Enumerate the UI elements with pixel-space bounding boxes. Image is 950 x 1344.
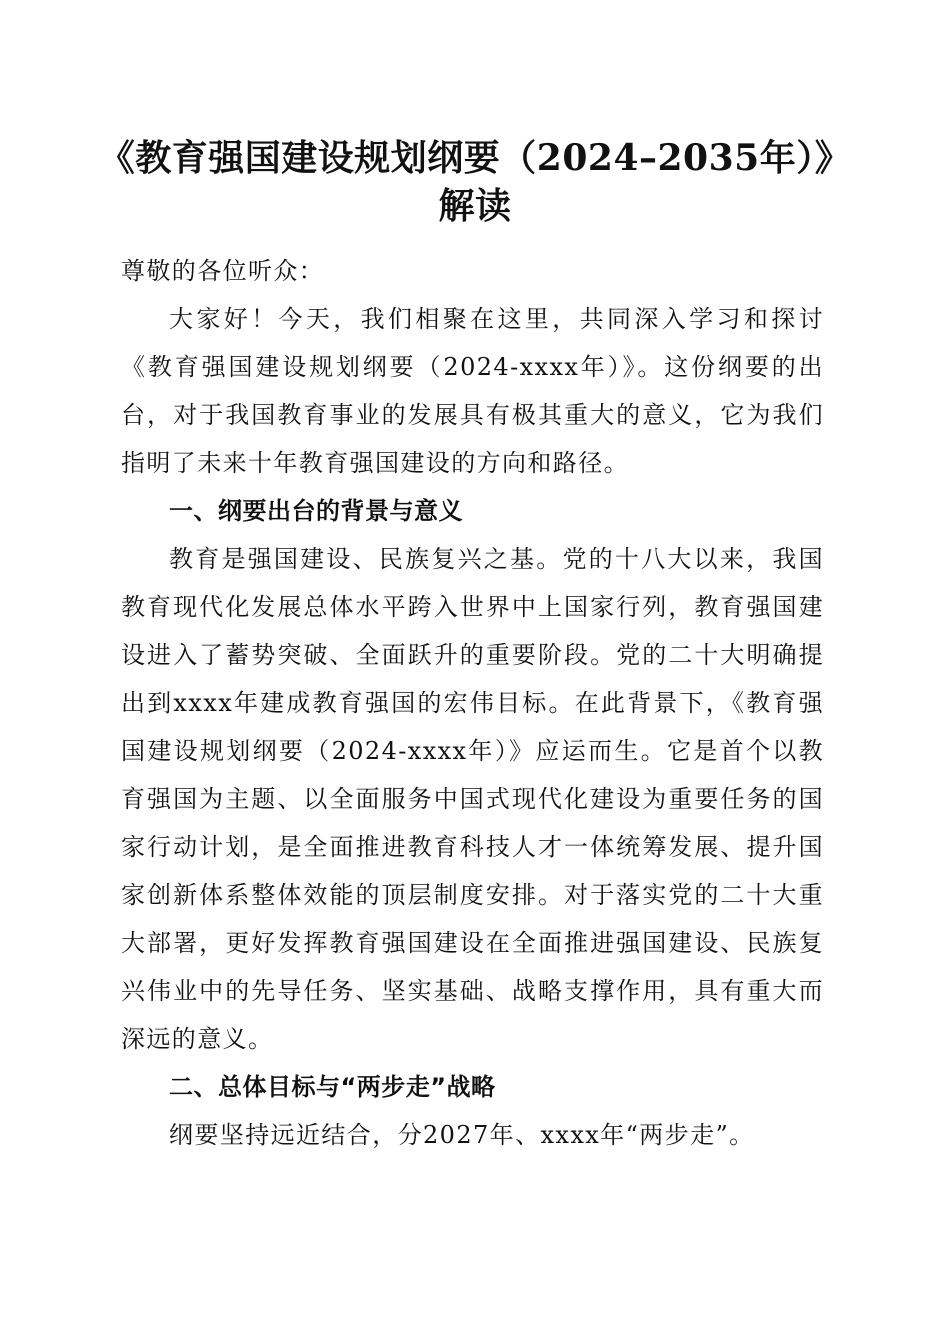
section-2-heading: 二、总体目标与“两步走”战略 — [169, 1073, 496, 1101]
document-title-line-2: 解读 — [438, 185, 512, 227]
intro-paragraph: 大家好！今天，我们相聚在这里，共同深入学习和探讨《教育强国建设规划纲要（2024-xxxx年）》。这份纲要的出台，对于我国教育事业的发展具有极其重大的意义，它为我们指明了未来十年教育强国建设的方向和路径。 — [121, 305, 824, 477]
section-1-paragraph: 教育是强国建设、民族复兴之基。党的十八大以来，我国教育现代化发展总体水平跨入世界中上国家行列，教育强国建设进入了蓄势突破、全面跃升的重要阶段。党的二十大明确提出到xxxx年建成教育强国的宏伟目标。在此背景下，《教育强国建设规划纲要（2024-xxxx年）》应运而生。它是首个以教育强国为主题、以全面服务中国式现代化建设为重要任务的国家行动计划，是全面推进教育科技人才一体统筹发展、提升国家创新体系整体效能的顶层制度安排。对于落实党的二十大重大部署，更好发挥教育强国建设在全面推进强国建设、民族复兴伟业中的先导任务、坚实基础、战略支撑作用，具有重大而深远的意义。 — [121, 545, 824, 1053]
salutation: 尊敬的各位听众： — [121, 257, 325, 285]
section-2-paragraph: 纲要坚持远近结合，分2027年、xxxx年“两步走”。 — [169, 1121, 755, 1149]
document-title-line-1: 《教育强国建设规划纲要（2024–2035年）》 — [98, 137, 852, 179]
section-1-heading: 一、纲要出台的背景与意义 — [169, 497, 463, 525]
document-body — [121, 247, 824, 1159]
